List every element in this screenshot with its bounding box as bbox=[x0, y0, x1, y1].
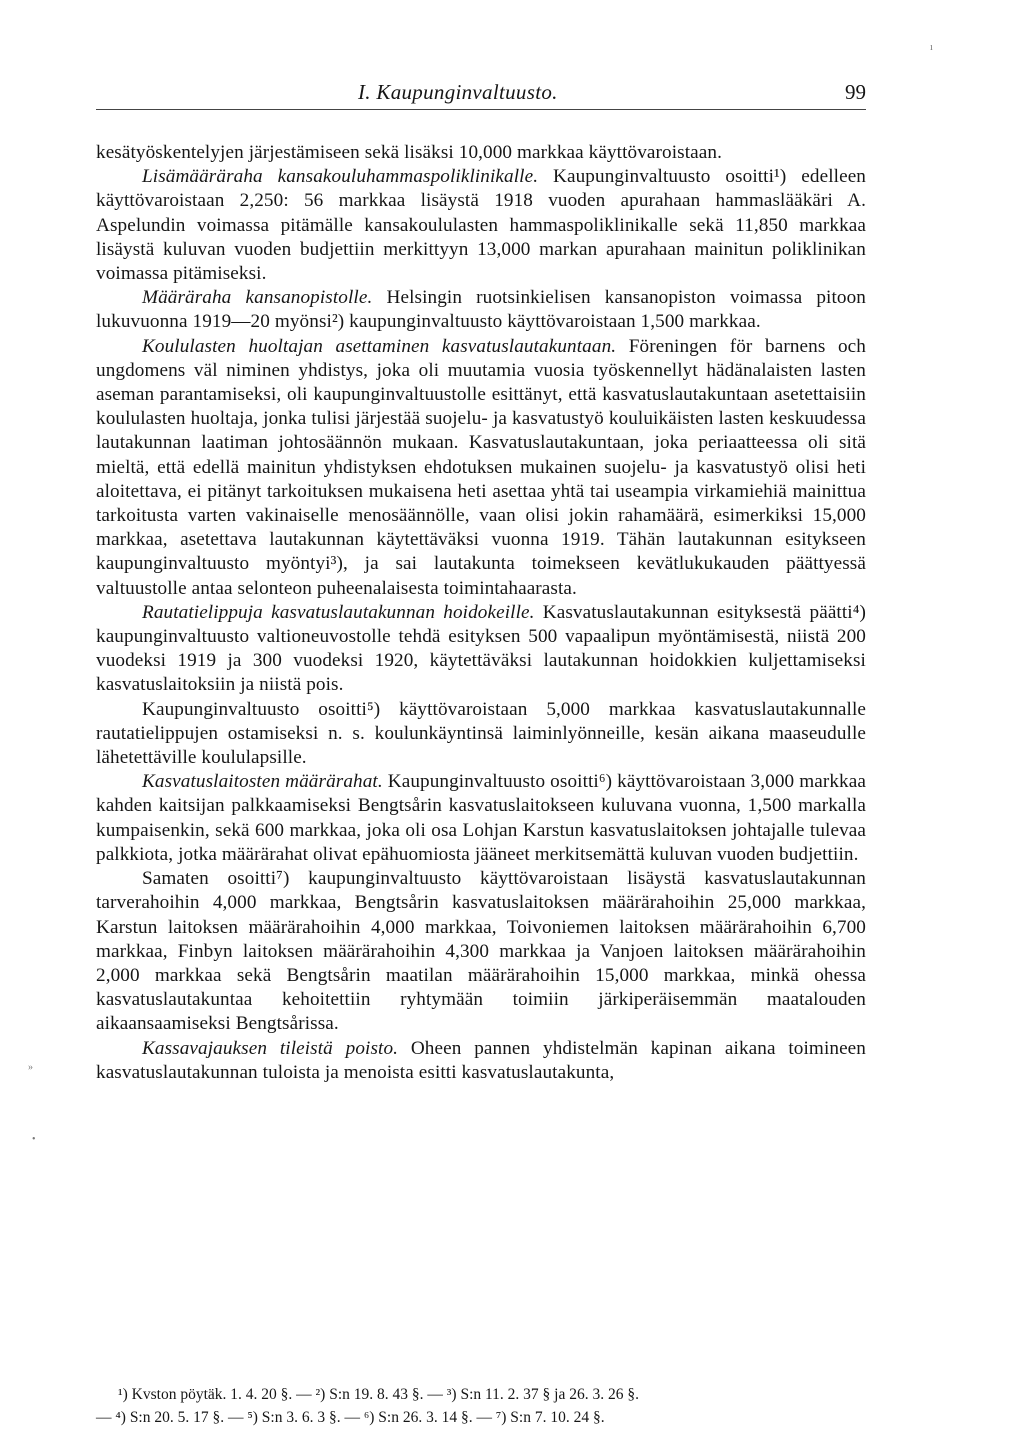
paragraph-lead: Lisämääräraha kansakouluhammaspoliklinikalle. bbox=[142, 166, 539, 188]
paragraph-1 bbox=[96, 141, 866, 165]
margin-speck: ı bbox=[930, 42, 933, 53]
margin-speck: » bbox=[28, 1062, 33, 1073]
footnotes bbox=[96, 1383, 866, 1429]
paragraph-text: Kasvatuslautakunnan esityksestä päätti⁴) kaupunginvaltuusto valtioneuvostolle tehdä esityksen 500 vapaalipun myöntämisestä, niistä 200 vuodeksi 1919 ja 300 vuodeksi 1920, käytettäväksi lautakunnan hoidokkien kuljettamiseksi kasvatuslaitoksiin ja niistä pois. bbox=[96, 601, 867, 696]
paragraph-6 bbox=[96, 698, 866, 771]
paragraph-text: Föreningen för barnens och ungdomens väl niminen yhdistys, joka oli muutamia vuosia työskennellyt hädänalaisten lasten aseman parantamiseksi, oli kaupunginvaltuustolle esittänyt, että kasvatuslautakuntaan asetettaisiin koululasten huoltaja, jonka tulisi järjestää suojelu- ja kasvatustyö kouluikäisten lasten keskuudessa lautakunnan laatiman johtosäännön mukaan. Kasvatuslautakuntaan, joka periaatteessa oli sitä mieltä, että edellä mainitun yhdistyksen ehdotuksen mukainen suojelu- ja kasvatustyö olisi heti aloitettava, ei pitänyt tarkoituksen mukaisena heti asettaa yhtä tai useampia virkamiehiä mainittua tarkoitusta varten vakinaiselle menosäännölle, vaan olisi jokin rahamäärä, esimerkiksi 15,000 markkaa, asetettava lautakunnan käytettäväksi vuonna 1919. Tähän lautakunnan esitykseen kaupunginvaltuusto myöntyi³), ja sai lautakunta toimekseen kevätlukukauden päättyessä valtuustolle antaa selonteon puheenalaisesta toimintahaarasta. bbox=[96, 335, 866, 599]
paragraph-text: Kaupunginvaltuusto osoitti⁵) käyttövaroistaan 5,000 markkaa kasvatuslautakunnalle rautatielippujen ostamiseksi n. s. koulunkäyntinsä laiminlyönneille, kesän aikana maaseudulle lähetettäville koululapsille. bbox=[96, 698, 866, 769]
paragraph-9 bbox=[96, 1037, 866, 1085]
paragraph-lead: Koululasten huoltajan asettaminen kasvatuslautakuntaan. bbox=[142, 335, 617, 357]
footnote-line-2: — ⁴) S:n 20. 5. 17 §. — ⁵) S:n 3. 6. 3 §. — ⁶) S:n 26. 3. 14 §. — ⁷) S:n 7. 10. 24 §. bbox=[96, 1409, 605, 1426]
body-text bbox=[96, 141, 866, 1085]
paragraph-lead: Rautatielippuja kasvatuslautakunnan hoidokeille. bbox=[142, 601, 535, 623]
running-header bbox=[96, 80, 866, 110]
footnote-line-1: ¹) Kvston pöytäk. 1. 4. 20 §. — ²) S:n 19. 8. 43 §. — ³) S:n 11. 2. 37 § ja 26. 3. 26 §. bbox=[118, 1386, 639, 1403]
paragraph-lead: Kasvatuslaitosten määrärahat. bbox=[142, 771, 383, 793]
paragraph-lead: Kassavajauksen tileistä poisto. bbox=[142, 1037, 399, 1059]
paragraph-2 bbox=[96, 165, 866, 286]
paragraph-5 bbox=[96, 601, 866, 698]
paragraph-text: Samaten osoitti⁷) kaupunginvaltuusto käyttövaroistaan lisäystä kasvatuslautakunnan tarverahoihin 4,000 markkaa, Bengtsårin kasvatuslaitoksen määrärahoihin 25,000 markkaa, Karstun laitoksen määrärahoihin 4,000 markkaa, Toivoniemen laitoksen määrärahoihin 6,700 markkaa, Finbyn laitoksen määrärahoihin 4,300 markkaa ja Vanjoen laitoksen määrärahoihin 2,000 markkaa sekä Bengtsårin maatilan määrärahoihin 15,000 markkaa, minkä ohessa kasvatuslautakuntaa kehoitettiin ryhtymään toimiin järkiperäisemmän maatalouden aikaansaamiseksi Bengtsårissa. bbox=[96, 868, 866, 1035]
header-rule bbox=[96, 109, 866, 110]
paragraph-text: Kaupunginvaltuusto osoitti⁶) käyttövaroistaan 3,000 markkaa kahden kaitsijan palkkaamiseksi Bengtsårin kasvatuslaitokseen kuluvana vuonna, 1,500 markalla kumpaisenkin, sekä 600 markkaa, joka oli osa Lohjan Karstun kasvatuslaitoksen johtajalle tulevaa palkkiota, jotka määrärahat olivat epähuomiosta jääneet merkitsemättä kuluvan vuoden budjettiin. bbox=[96, 771, 866, 865]
paragraph-7 bbox=[96, 770, 866, 867]
margin-speck: • bbox=[32, 1134, 36, 1145]
paragraph-lead: Määräraha kansanopistolle. bbox=[142, 287, 373, 309]
page-number: 99 bbox=[845, 80, 866, 104]
paragraph-8 bbox=[96, 867, 866, 1036]
paragraph-text: Helsingin ruotsinkielisen kansanopiston voimassa pitoon lukuvuonna 1919—20 myönsi²) kaupunginvaltuusto käyttövaroistaan 1,500 markkaa. bbox=[96, 287, 866, 333]
paragraph-4 bbox=[96, 335, 866, 601]
paragraph-text: Oheen pannen yhdistelmän kapinan aikana toimineen kasvatuslautakunnan tuloista ja menoista esitti kasvatuslautakunta, bbox=[96, 1037, 866, 1083]
header-title: I. Kaupunginvaltuusto. bbox=[358, 80, 558, 104]
paragraph-text: kesätyöskentelyjen järjestämiseen sekä lisäksi 10,000 markkaa käyttövaroistaan. bbox=[96, 142, 722, 163]
paragraph-text: Kaupunginvaltuusto osoitti¹) edelleen käyttövaroistaan 2,250: 56 markkaa lisäystä 1918 vuoden apurahaan hammaslääkäri A. Aspelundin voimassa pitämälle kansakoululasten hammaspoliklinikalle sekä 11,850 markkaa lisäystä kuluvan vuoden budjettiin merkittyyn 13,000 markan apurahaan mainitun poliklinikan voimassa pitämiseksi. bbox=[96, 166, 867, 285]
paragraph-3 bbox=[96, 286, 866, 334]
